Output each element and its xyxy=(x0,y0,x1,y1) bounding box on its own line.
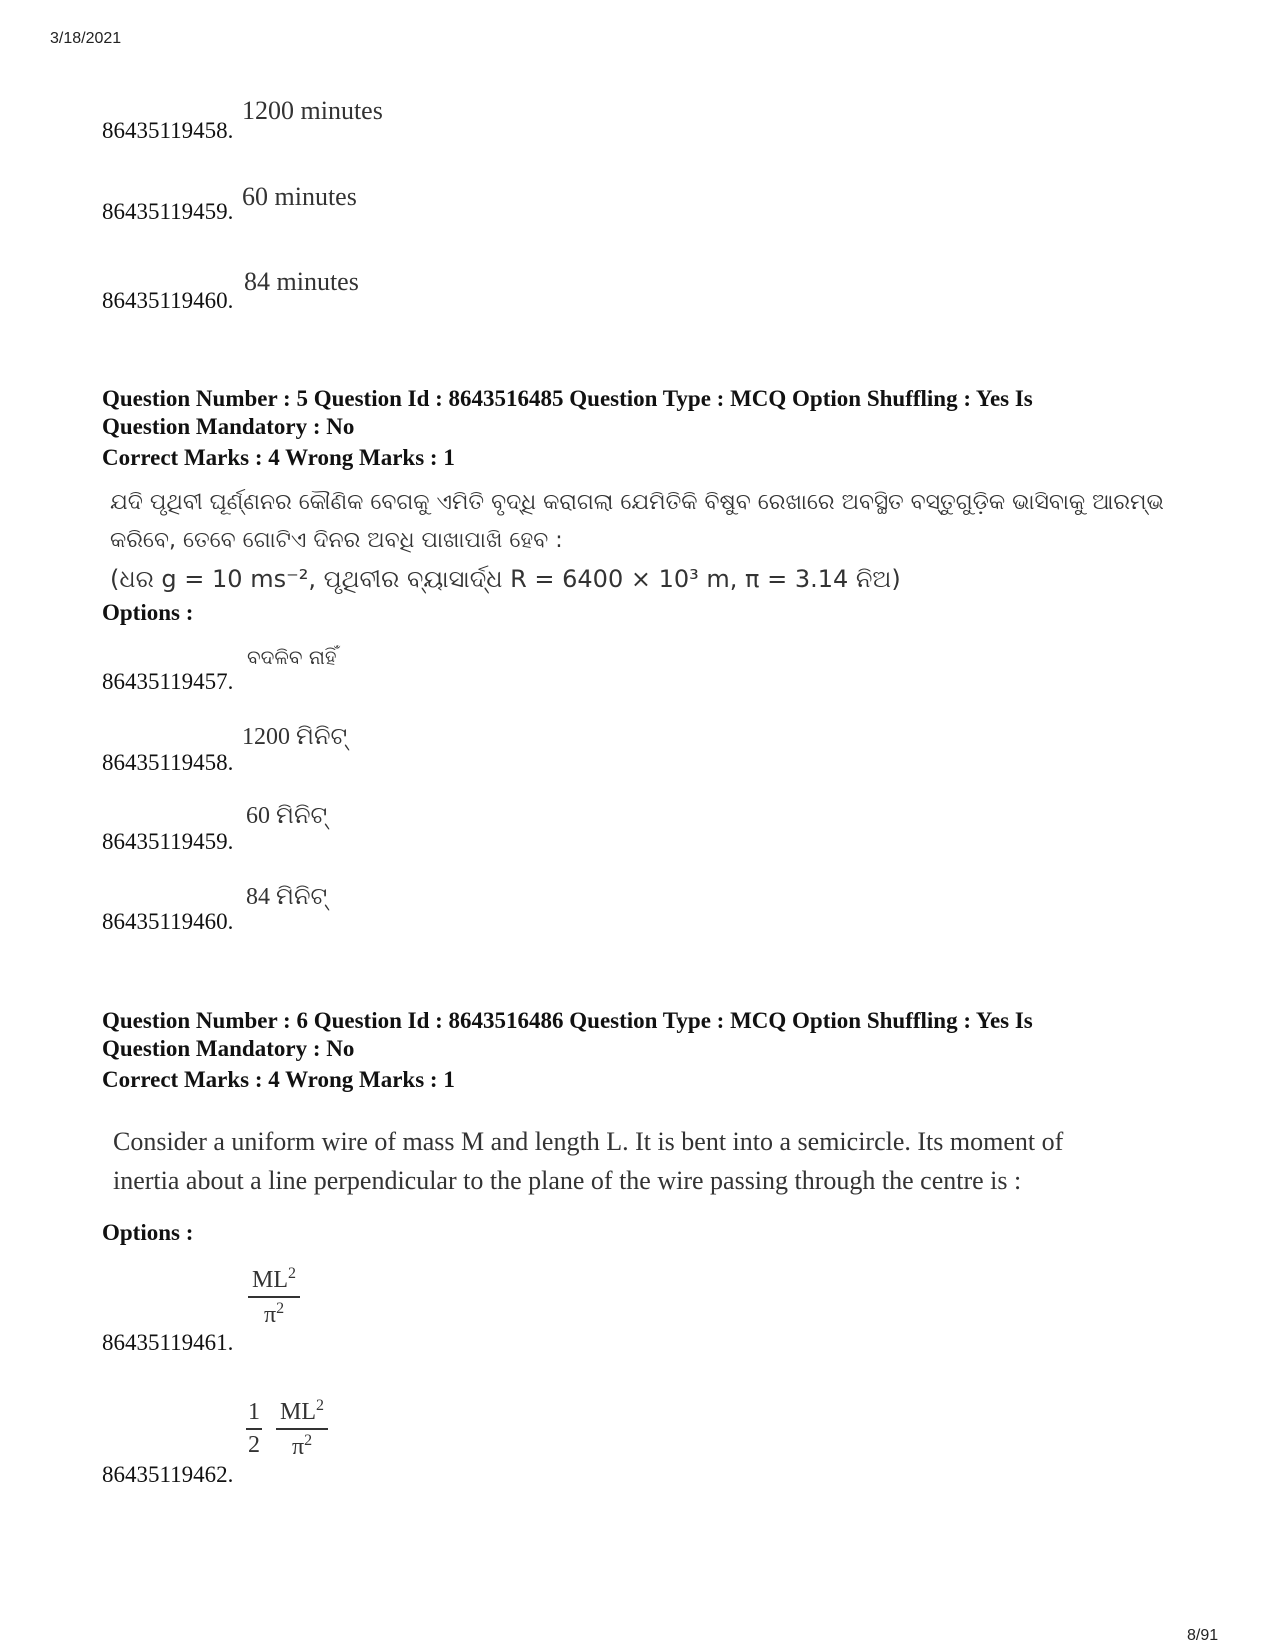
option-text: ବଦଳିବ ନାହିଁ xyxy=(247,645,337,669)
option-id: 86435119458. xyxy=(102,118,234,143)
option-id: 86435119459. xyxy=(102,829,234,854)
option-id: 86435119457. xyxy=(102,669,234,694)
question-text-line: (ଧର g = 10 ms⁻², ପୃଥିବୀର ବ୍ୟାସାର୍ଦ୍ଧ R = 6400 × 10³ m, π = 3.14 ନିଅ) xyxy=(110,565,901,593)
fraction xyxy=(276,1397,328,1461)
question-text-line: inertia about a line perpendicular to the plane of the wire passing through the centre is : xyxy=(113,1166,1022,1195)
question-marks: Correct Marks : 4 Wrong Marks : 1 xyxy=(102,1067,455,1092)
print-date: 3/18/2021 xyxy=(50,30,122,47)
fraction-numerator: 1 xyxy=(246,1399,262,1430)
option-id: 86435119461. xyxy=(102,1330,234,1355)
option-text: 60 minutes xyxy=(242,182,357,211)
option-id: 86435119458. xyxy=(102,750,234,775)
option-text: 84 minutes xyxy=(244,267,359,296)
question-text-line: ଯଦି ପୃଥିବୀ ଘୂର୍ଣ୍ଣନର କୌଣିକ ବେଗକୁ ଏମିତି ବୃଦ୍ଧି କରାଗଲା ଯେମିତିକି ବିଷୁବ ରେଖାରେ ଅବସ୍ଥିତ ବସ୍ତୁଗୁଡ଼ିକ ଭାସିବାକୁ ଆରମ୍ଭ xyxy=(110,490,1164,515)
option-id: 86435119460. xyxy=(102,288,234,313)
question-meta-line: Question Mandatory : No xyxy=(102,414,355,439)
question-text xyxy=(113,1122,1193,1200)
fraction-denominator: 2 xyxy=(248,1432,260,1458)
question-text-line: Consider a uniform wire of mass M and length L. It is bent into a semicircle. Its moment of xyxy=(113,1127,1064,1156)
option-id: 86435119459. xyxy=(102,199,234,224)
fraction-half xyxy=(246,1399,262,1459)
options-label: Options : xyxy=(102,600,194,625)
question-meta-line: Question Mandatory : No xyxy=(102,1036,355,1061)
option-text: 60 ମିନିଟ୍ xyxy=(246,803,328,829)
question-meta xyxy=(102,385,1182,441)
option-formula xyxy=(246,1397,328,1461)
question-meta-line: Question Number : 5 Question Id : 8643516485 Question Type : MCQ Option Shuffling : Yes Is xyxy=(102,386,1033,411)
option-id: 86435119460. xyxy=(102,909,234,934)
option-text: 1200 ମିନିଟ୍ xyxy=(242,724,348,750)
question-text xyxy=(110,484,1190,598)
question-meta xyxy=(102,1007,1182,1063)
option-id: 86435119462. xyxy=(102,1462,234,1487)
question-marks: Correct Marks : 4 Wrong Marks : 1 xyxy=(102,445,455,470)
fraction-numerator: $ML^2$ xyxy=(248,1265,300,1298)
option-formula xyxy=(248,1265,300,1329)
option-text: 1200 minutes xyxy=(242,96,383,125)
fraction-denominator: $\pi^2$ xyxy=(291,1432,313,1460)
question-meta-line: Question Number : 6 Question Id : 8643516486 Question Type : MCQ Option Shuffling : Yes Is xyxy=(102,1008,1033,1033)
options-label: Options : xyxy=(102,1220,194,1245)
fraction-denominator: $\pi^2$ xyxy=(263,1300,285,1328)
option-text: 84 ମିନିଟ୍ xyxy=(246,884,328,910)
question-text-line: କରିବେ, ତେବେ ଗୋଟିଏ ଦିନର ଅବଧି ପାଖାପାଖି ହେବ : xyxy=(110,528,563,553)
fraction-numerator: $ML^2$ xyxy=(276,1397,328,1430)
fraction xyxy=(248,1265,300,1329)
page-number: 8/91 xyxy=(1187,1627,1219,1644)
